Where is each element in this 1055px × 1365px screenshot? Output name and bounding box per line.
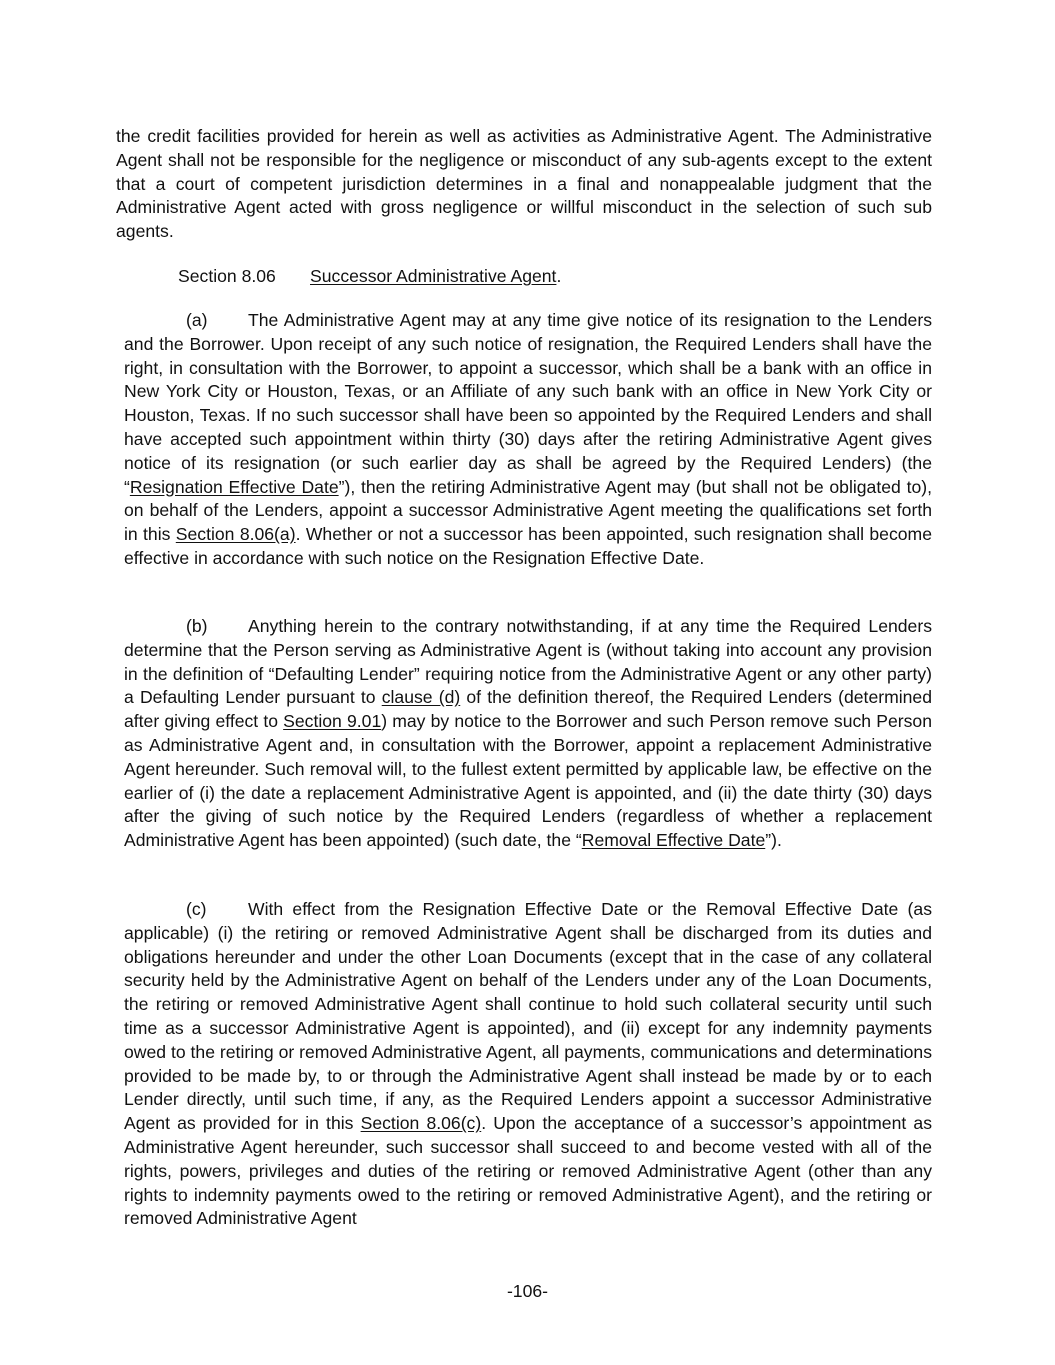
paragraph-a-text-2: ”), then the retiring Administrative Agent may (but shall not be obligated to), on behalf of the Lenders, appoint a successor Administrative Agent meeting the qualifications set forth in this bbox=[124, 476, 932, 545]
section-title-suffix: . bbox=[556, 266, 562, 286]
paragraph-b-text-1: Anything herein to the contrary notwithstanding, if at any time the Required Lenders determine that the Person serving as Administrative Agent is (without taking into account any provision in the definition of “Defaulting Lender” requiring notice from the Administrative Agent or any other party) a Defaulting Lender pursuant to bbox=[124, 616, 932, 708]
paragraph-c-label: (c) bbox=[186, 899, 207, 919]
cross-reference-clause-d: clause (d) bbox=[381, 687, 461, 708]
intro-paragraph bbox=[116, 125, 932, 244]
section-title: Successor Administrative Agent bbox=[310, 266, 557, 286]
paragraph-b-label: (b) bbox=[186, 616, 208, 636]
paragraph-b bbox=[124, 615, 932, 853]
section-number: Section 8.06 bbox=[178, 266, 276, 286]
paragraph-a-text-3: . Whether or not a successor has been appointed, such resignation shall become effective in accordance with such notice on the Resignation Effective Date. bbox=[124, 524, 932, 568]
paragraph-a-text-1: The Administrative Agent may at any time give notice of its resignation to the Lenders and the Borrower. Upon receipt of any such notice of resignation, the Required Lenders shall have the right, in consultation with the Borrower, to appoint a successor, which shall be a bank with an office in New York City or Houston, Texas, or an Affiliate of any such bank with an office in New York City or Houston, Texas. If no such successor shall have been so appointed by the Required Lenders and shall have accepted such appointment within thirty (30) days after the retiring Administrative Agent gives notice of its resignation (or such earlier day as shall be agreed by the Required Lenders) (the “ bbox=[124, 310, 932, 497]
paragraph-c bbox=[124, 898, 932, 1231]
defined-term-removal-effective-date: Removal Effective Date bbox=[581, 830, 766, 851]
section-heading bbox=[178, 265, 561, 289]
intro-text: the credit facilities provided for herein as well as activities as Administrative Agent. The Administrative Agent shall not be responsible for the negligence or misconduct of any sub-agents except to the extent that a court of competent jurisdiction determines in a final and nonappealable judgment that the Administrative Agent acted with gross negligence or willful misconduct in the selection of such sub agents. bbox=[116, 126, 932, 242]
paragraph-b-text-2: of the definition thereof, the Required Lenders (determined after giving effect to bbox=[124, 687, 933, 732]
paragraph-b-text-4: ”). bbox=[765, 830, 782, 851]
cross-reference-section-8-06-a: Section 8.06(a) bbox=[175, 524, 296, 545]
paragraph-a bbox=[124, 309, 932, 571]
paragraph-c-text-1: With effect from the Resignation Effective Date or the Removal Effective Date (as applicable) (i) the retiring or removed Administrative Agent shall be discharged from its duties and obligations hereunder and under the other Loan Documents (except that in the case of any collateral security held by the Administrative Agent on behalf of the Lenders under any of the Loan Documents, the retiring or removed Administrative Agent shall continue to hold such collateral security until such time as a successor Administrative Agent is appointed), and (ii) except for any indemnity payments owed to the retiring or removed Administrative Agent, all payments, communications and determinations provided to be made by, to or through the Administrative Agent shall instead be made by or to each Lender directly, until such time, if any, as the Required Lenders appoint a successor Administrative Agent as provided for in this bbox=[124, 899, 932, 1134]
defined-term-resignation-effective-date: Resignation Effective Date bbox=[129, 476, 339, 497]
cross-reference-section-9-01: Section 9.01 bbox=[283, 711, 382, 732]
page-number: -106- bbox=[506, 1281, 549, 1301]
cross-reference-section-8-06-c: Section 8.06(c) bbox=[360, 1113, 482, 1134]
paragraph-b-text-3: ) may by notice to the Borrower and such Person remove such Person as Administrative Agent and, in consultation with the Borrower, appoint a replacement Administrative Agent hereunder. Such removal will, to the fullest extent permitted by applicable law, be effective on the earlier of (i) the date a replacement Administrative Agent is appointed, and (ii) the date thirty (30) days after the giving of such notice by the Required Lenders (regardless of whether a replacement Administrative Agent has been appointed) (such date, the “ bbox=[124, 711, 932, 851]
paragraph-a-label: (a) bbox=[186, 310, 208, 330]
paragraph-c-text-2: . Upon the acceptance of a successor’s appointment as Administrative Agent hereunder, such successor shall succeed to and become vested with all of the rights, powers, privileges and duties of the retiring or removed Administrative Agent (other than any rights to indemnity payments owed to the retiring or removed Administrative Agent), and the retiring or removed Administrative Agent bbox=[124, 1113, 932, 1229]
